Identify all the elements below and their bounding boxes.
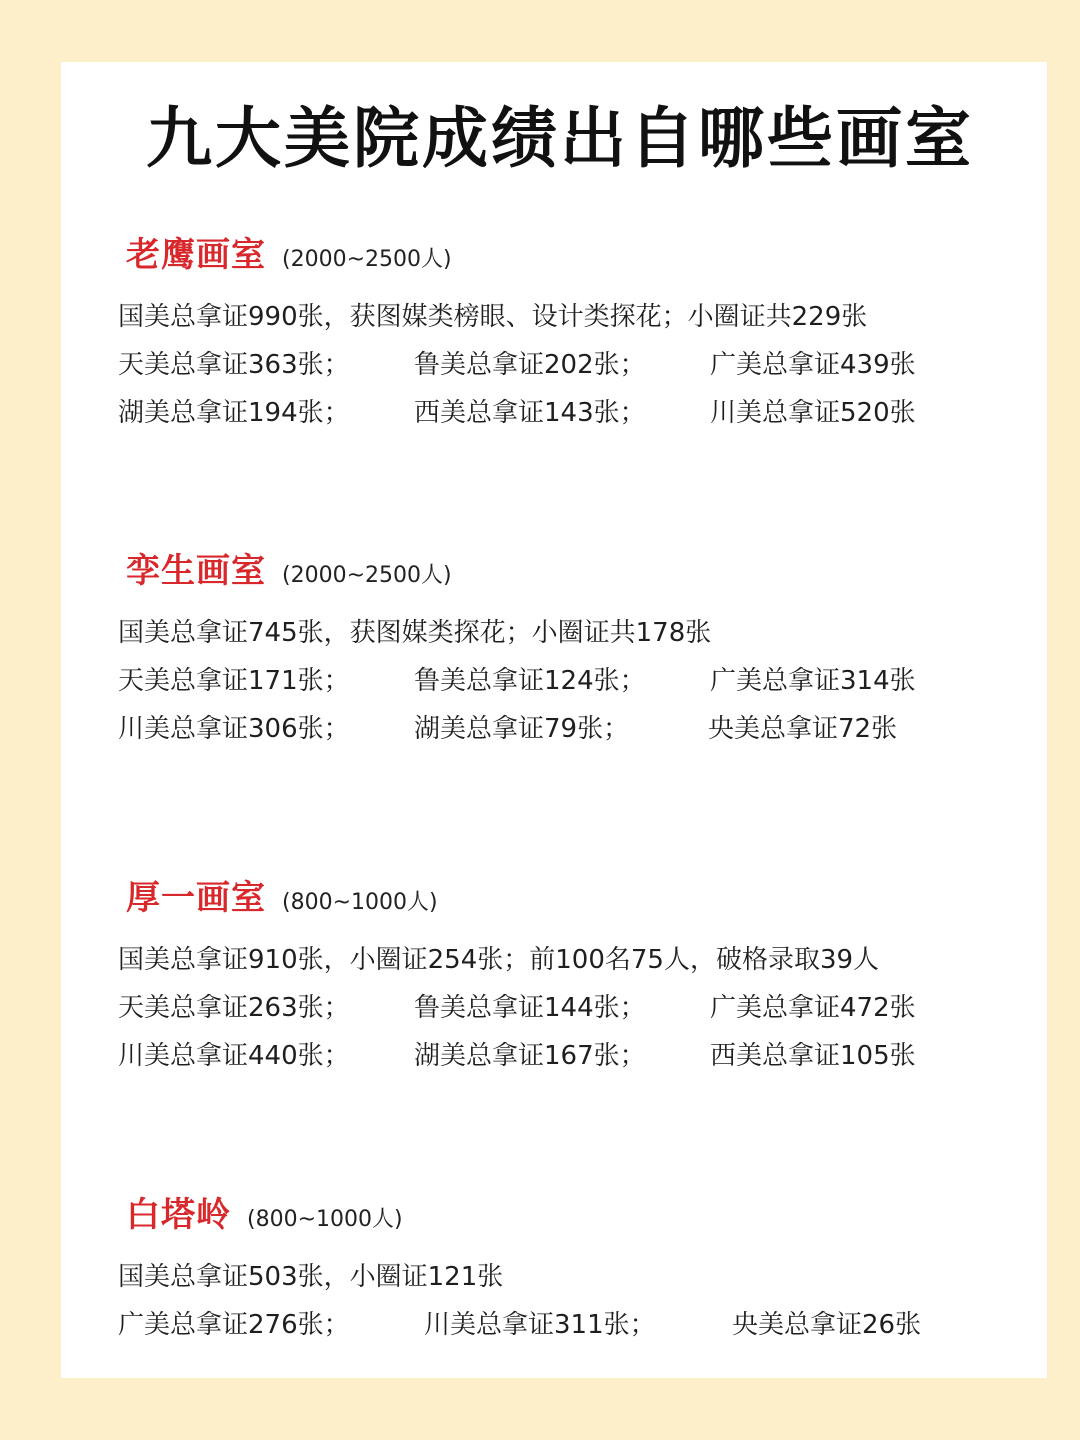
stat-item: 广美总拿证276张； [118,1310,350,1340]
stat-item: 广美总拿证472张 [710,993,916,1023]
stat-item: 天美总拿证263张； [118,993,350,1023]
stats-row [118,1036,1018,1076]
studio-size: (2000~2500人) [282,247,452,272]
page-title: 九大美院成绩出自哪些画室 [146,100,974,177]
studio-heading [126,546,452,596]
stat-item: 央美总拿证26张 [732,1310,922,1340]
stat-item: 鲁美总拿证144张； [414,993,646,1023]
studio-summary: 国美总拿证990张，获图媒类榜眼、设计类探花；小圈证共229张 [118,302,868,332]
stat-item: 天美总拿证171张； [118,666,350,696]
studio-summary: 国美总拿证910张，小圈证254张；前100名75人，破格录取39人 [118,945,880,975]
stat-item: 广美总拿证314张 [710,666,916,696]
studio-name: 白塔岭 [126,1195,231,1235]
stats-row [118,988,1018,1028]
studio-size: (800~1000人) [282,890,438,915]
studio-heading [126,1190,403,1240]
stats-row [118,393,1018,433]
stats-row [118,661,1018,701]
stat-item: 川美总拿证311张； [424,1310,656,1340]
stat-item: 川美总拿证520张 [710,398,916,428]
studio-summary: 国美总拿证745张，获图媒类探花；小圈证共178张 [118,618,712,648]
stat-item: 西美总拿证143张； [414,398,646,428]
stat-item: 湖美总拿证194张； [118,398,350,428]
stat-item: 西美总拿证105张 [710,1041,916,1071]
stat-item: 川美总拿证440张； [118,1041,350,1071]
studio-heading [126,873,438,923]
studio-name: 厚一画室 [126,878,266,918]
studio-size: (800~1000人) [247,1207,403,1232]
studio-summary: 国美总拿证503张，小圈证121张 [118,1262,504,1292]
stat-item: 鲁美总拿证202张； [414,350,646,380]
stat-item: 湖美总拿证167张； [414,1041,646,1071]
studio-size: (2000~2500人) [282,563,452,588]
studio-name: 老鹰画室 [126,235,266,275]
stats-row [118,345,1018,385]
stat-item: 天美总拿证363张； [118,350,350,380]
stat-item: 广美总拿证439张 [710,350,916,380]
stat-item: 湖美总拿证79张； [414,714,630,744]
stats-row [118,1305,1018,1345]
studio-heading [126,230,452,280]
studio-name: 孪生画室 [126,551,266,591]
stat-item: 鲁美总拿证124张； [414,666,646,696]
stats-row [118,709,1018,749]
stat-item: 川美总拿证306张； [118,714,350,744]
stat-item: 央美总拿证72张 [708,714,898,744]
